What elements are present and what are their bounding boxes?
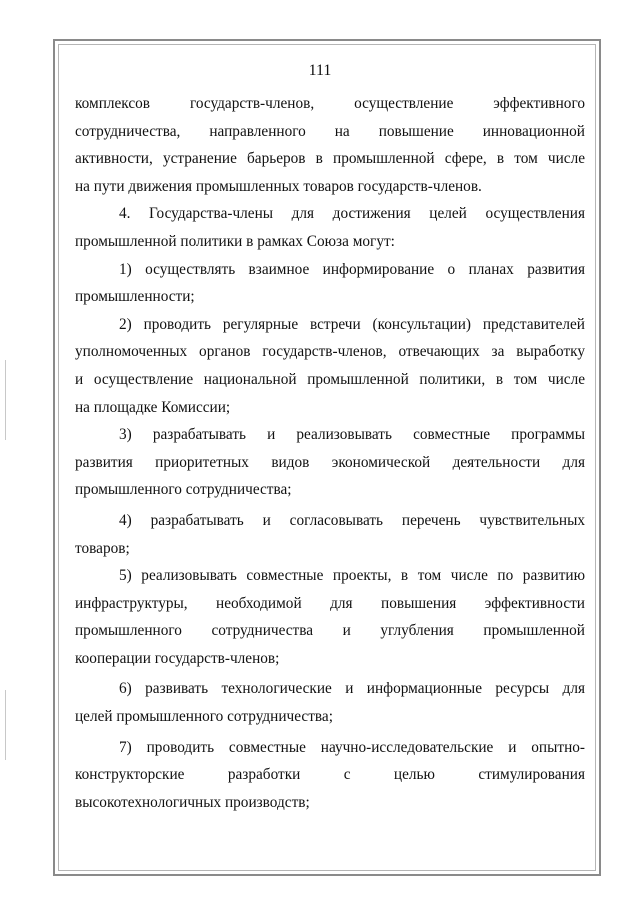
page-number: 111 xyxy=(308,62,332,79)
text-line: 3) разрабатывать и реализовывать совместные программы xyxy=(119,426,585,444)
text-line: 7) проводить совместные научно-исследовательские и опытно- xyxy=(119,738,585,756)
text-line: комплексов государств-членов, осуществление эффективного xyxy=(75,95,585,112)
text-line: на площадке Комиссии; xyxy=(75,398,231,416)
text-line: промышленности; xyxy=(75,288,195,306)
text-line: промышленного сотрудничества; xyxy=(75,481,292,499)
text-line: инфраструктуры, необходимой для повышения эффективности xyxy=(75,594,585,612)
text-line: 2) проводить регулярные встречи (консультации) представителей xyxy=(119,315,585,333)
text-line: 5) реализовывать совместные проекты, в том числе по развитию xyxy=(119,567,585,585)
document-body xyxy=(75,90,585,816)
text-line: развития приоритетных видов экономической деятельности для xyxy=(75,453,585,471)
text-line: конструкторские разработки с целью стимулирования xyxy=(75,766,585,784)
text-line: и осуществление национальной промышленной политики, в том числе xyxy=(75,370,585,388)
text-line: высокотехнологичных производств; xyxy=(75,793,310,811)
text-line: промышленной политики в рамках Союза могут: xyxy=(75,232,395,250)
text-line: промышленного сотрудничества и углубления промышленной xyxy=(75,622,585,640)
text-line: товаров; xyxy=(75,539,130,557)
text-line: целей промышленного сотрудничества; xyxy=(75,708,333,726)
text-line: на пути движения промышленных товаров государств-членов. xyxy=(75,177,482,195)
text-line: кооперации государств-членов; xyxy=(75,649,280,667)
text-line: 4. Государства-члены для достижения целей осуществления xyxy=(119,205,585,223)
text-line: сотрудничества, направленного на повышение инновационной xyxy=(75,122,585,140)
text-line: 1) осуществлять взаимное информирование о планах развития xyxy=(119,260,585,278)
text-line: активности, устранение барьеров в промышленной сфере, в том числе xyxy=(75,150,585,168)
scan-edge-mark xyxy=(5,360,6,440)
text-line: уполномоченных органов государств-членов, отвечающих за выработку xyxy=(75,343,585,361)
scan-edge-mark xyxy=(5,690,6,760)
text-line: 6) развивать технологические и информационные ресурсы для xyxy=(119,680,585,698)
text-line: 4) разрабатывать и согласовывать перечень чувствительных xyxy=(119,511,585,529)
